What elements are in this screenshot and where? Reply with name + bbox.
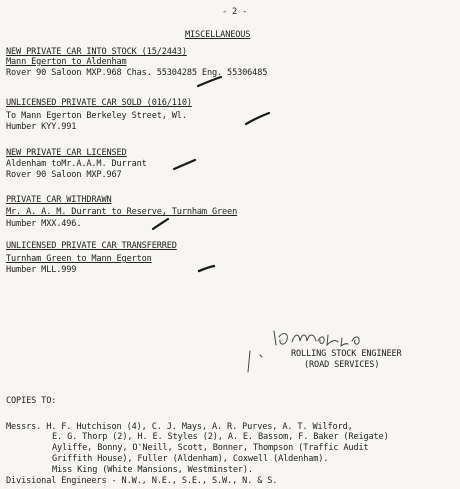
entry-line2-1: Rover 90 Saloon MXP.968 Chas. 55304285 Eng. 55306485 [6,68,268,78]
entry-line1-3: Aldenham toMr.A.A.M. Durrant [6,159,147,169]
copies-label: COPIES TO: [6,396,57,406]
tick-mark [199,266,214,271]
entry-line2-3: Rover 90 Saloon MXP.967 [6,170,122,180]
recipient-line: E. G. Thorp (2), H. E. Styles (2), A. E. Bassom, F. Baker (Reigate) [52,432,389,442]
entry-title-1: NEW PRIVATE CAR INTO STOCK (15/2443) [6,47,187,57]
divisional-engineers-line: Divisional Engineers - N.W., N.E., S.E., S.W., N. & S. [6,476,278,486]
entry-line1-2: To Mann Egerton Berkeley Street, Wl. [6,111,187,121]
signatory-department: (ROAD SERVICES) [304,360,380,370]
signatory-title: ROLLING STOCK ENGINEER [291,349,402,359]
tick-mark [153,219,168,229]
recipient-line: Messrs. H. F. Hutchison (4), C. J. Mays, A. R. Purves, A. T. Wilford, [6,422,353,432]
entry-line1-4: Mr. A. A. M. Durrant to Reserve, Turnham Green [6,207,238,217]
tick-mark [174,160,195,169]
entry-line1-1: Mann Egerton to Aldenham [6,57,127,67]
entry-title-5: UNLICENSED PRIVATE CAR TRANSFERRED [6,241,177,251]
entry-title-4: PRIVATE CAR WITHDRAWN [6,195,112,205]
entry-line2-4: Humber MXX.496. [6,219,82,229]
tick-mark [246,113,269,124]
entry-title-2: UNLICENSED PRIVATE CAR SOLD (016/110) [6,98,192,108]
entry-line2-2: Humber KYY.991 [6,122,77,132]
entry-line2-5: Humber MLL.999 [6,265,77,275]
recipient-line: Griffith House), Fuller (Aldenham), Coxwell (Aldenham). [52,454,329,464]
recipient-line: Miss King (White Mansions, Westminster). [52,465,253,475]
page-number: - 2 - [222,7,248,17]
section-heading: MISCELLANEOUS [185,30,251,40]
recipient-line: Ayliffe, Bonny, O'Neill, Scott, Bonner, Thompson (Traffic Audit [52,443,369,453]
entry-line1-5: Turnham Green to Mann Egerton [6,254,152,264]
entry-title-3: NEW PRIVATE CAR LICENSED [6,148,127,158]
tick-mark [198,77,221,86]
